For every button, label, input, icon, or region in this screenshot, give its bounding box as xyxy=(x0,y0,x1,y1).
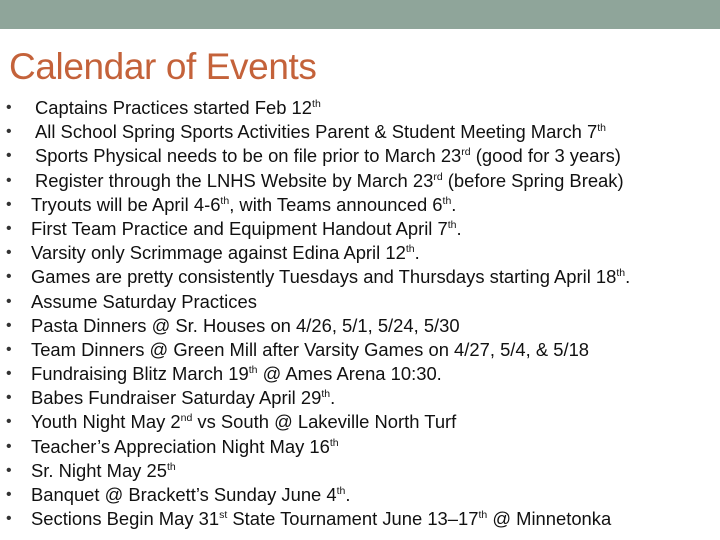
event-text-segment: Sections Begin May 31 xyxy=(31,508,220,530)
ordinal-suffix: th xyxy=(312,98,321,110)
bullet-marker: • xyxy=(6,244,12,262)
event-text-segment: Varsity only Scrimmage against Edina April 12 xyxy=(31,242,406,264)
event-text xyxy=(31,265,630,289)
slide-title: Calendar of Events xyxy=(9,46,317,87)
event-text-segment: Banquet @ Brackett’s Sunday June 4 xyxy=(31,484,337,505)
event-item xyxy=(0,459,720,483)
ordinal-suffix: th xyxy=(336,485,346,497)
bullet-marker: • xyxy=(6,171,12,189)
ordinal-suffix: th xyxy=(166,460,176,473)
event-item xyxy=(0,96,720,120)
event-item xyxy=(0,507,720,531)
event-text-segment: Sr. Night May 25 xyxy=(31,459,167,481)
event-text-segment: @ Minnetonka xyxy=(487,508,612,530)
bullet-marker: • xyxy=(6,195,12,213)
event-text-segment: Team Dinners @ Green Mill after Varsity Games on 4/27, 5/4, & 5/18 xyxy=(31,338,590,360)
event-text-segment: . xyxy=(625,266,631,288)
ordinal-suffix: th xyxy=(321,388,331,401)
event-text xyxy=(31,410,456,434)
header-band xyxy=(0,0,720,29)
event-item xyxy=(0,265,720,289)
bullet-marker: • xyxy=(6,413,12,431)
event-text-segment: vs South @ Lakeville North Turf xyxy=(192,411,457,433)
event-item xyxy=(0,169,720,193)
bullet-marker: • xyxy=(6,437,12,455)
event-text-segment: Captains Practices started Feb 12 xyxy=(35,97,313,118)
event-text-segment: . xyxy=(414,242,420,264)
event-text xyxy=(31,483,351,507)
bullet-marker: • xyxy=(6,461,12,479)
event-text xyxy=(31,338,589,362)
ordinal-suffix: st xyxy=(219,509,228,522)
event-text-segment: Tryouts will be April 4-6 xyxy=(31,193,221,215)
event-text-segment: Youth Night May 2 xyxy=(31,411,181,433)
event-text-segment: (before Spring Break) xyxy=(442,169,624,191)
event-text xyxy=(31,193,456,217)
ordinal-suffix: th xyxy=(248,364,258,377)
event-text-segment: Games are pretty consistently Tuesdays and Thursdays starting April 18 xyxy=(31,266,617,288)
event-text-segment: Sports Physical needs to be on file prior to March 23 xyxy=(35,145,462,167)
event-text xyxy=(35,144,621,168)
event-text-segment: Fundraising Blitz March 19 xyxy=(31,363,249,385)
event-text xyxy=(31,290,257,314)
bullet-marker: • xyxy=(6,99,12,116)
event-item xyxy=(0,386,720,410)
event-item xyxy=(0,314,720,338)
ordinal-suffix: nd xyxy=(180,412,193,425)
bullet-marker: • xyxy=(6,292,12,310)
ordinal-suffix: th xyxy=(329,436,339,449)
event-item xyxy=(0,410,720,434)
ordinal-suffix: rd xyxy=(433,170,443,183)
ordinal-suffix: th xyxy=(478,509,488,522)
event-text xyxy=(35,120,606,144)
event-text xyxy=(31,507,611,531)
event-text-segment: . xyxy=(456,217,462,239)
event-item xyxy=(0,362,720,386)
event-text-segment: All School Spring Sports Activities Parent & Student Meeting March 7 xyxy=(35,121,598,143)
event-item xyxy=(0,120,720,144)
event-item xyxy=(0,435,720,459)
event-text xyxy=(35,96,321,120)
event-text xyxy=(31,314,460,338)
bullet-marker: • xyxy=(6,510,12,528)
event-text xyxy=(31,386,335,410)
ordinal-suffix: th xyxy=(405,243,415,256)
event-text xyxy=(31,241,420,265)
ordinal-suffix: th xyxy=(616,267,626,280)
ordinal-suffix: th xyxy=(220,194,230,207)
ordinal-suffix: rd xyxy=(461,146,471,159)
event-item xyxy=(0,241,720,265)
event-text-segment: State Tournament June 13–17 xyxy=(227,508,479,530)
event-text-segment: @ Ames Arena 10:30. xyxy=(257,363,442,385)
event-text-segment: . xyxy=(345,484,351,505)
event-text xyxy=(31,459,176,483)
event-text-segment: Babes Fundraiser Saturday April 29 xyxy=(31,387,322,409)
event-text-segment: Assume Saturday Practices xyxy=(31,290,257,312)
event-text xyxy=(35,169,624,193)
event-text-segment: , with Teams announced 6 xyxy=(229,193,443,215)
event-text-segment: (good for 3 years) xyxy=(470,145,621,167)
event-item xyxy=(0,193,720,217)
event-text-segment: . xyxy=(451,193,457,215)
bullet-marker: • xyxy=(6,123,12,141)
event-text xyxy=(31,217,462,241)
event-item xyxy=(0,217,720,241)
bullet-marker: • xyxy=(6,340,12,358)
bullet-marker: • xyxy=(6,268,12,286)
bullet-marker: • xyxy=(6,219,12,237)
event-text-segment: Register through the LNHS Website by March 23 xyxy=(35,169,434,191)
event-text-segment: Teacher’s Appreciation Night May 16 xyxy=(31,435,330,457)
event-text-segment: . xyxy=(330,387,336,409)
ordinal-suffix: th xyxy=(447,218,457,231)
ordinal-suffix: th xyxy=(597,122,606,135)
event-item xyxy=(0,144,720,168)
bullet-marker: • xyxy=(6,389,12,407)
event-text xyxy=(31,362,442,386)
event-list xyxy=(0,96,720,531)
event-item xyxy=(0,483,720,507)
bullet-marker: • xyxy=(6,147,12,165)
ordinal-suffix: th xyxy=(442,194,452,207)
bullet-marker: • xyxy=(6,486,12,503)
event-item xyxy=(0,290,720,314)
event-text-segment: Pasta Dinners @ Sr. Houses on 4/26, 5/1, 5/24, 5/30 xyxy=(31,314,460,336)
bullet-marker: • xyxy=(6,365,12,383)
bullet-marker: • xyxy=(6,316,12,334)
event-text-segment: First Team Practice and Equipment Handout April 7 xyxy=(31,217,448,239)
event-item xyxy=(0,338,720,362)
event-text xyxy=(31,435,339,459)
